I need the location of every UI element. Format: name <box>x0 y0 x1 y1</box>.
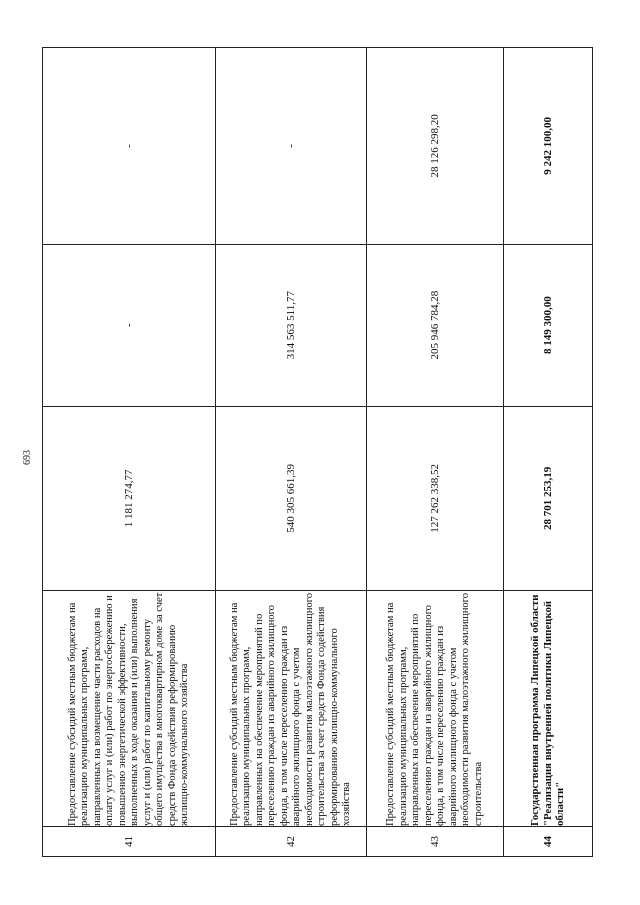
amount-cell: 28 126 298,20 <box>367 48 504 245</box>
amount-cell: 540 305 661,39 <box>216 406 367 591</box>
row-description <box>367 591 504 827</box>
amount-cell: - <box>216 48 367 245</box>
row-description-text: Государственная программа Липецкой области "Реализация внутренней политики Липецкой области" <box>528 594 567 827</box>
row-description <box>504 591 593 827</box>
amount-cell: 9 242 100,00 <box>504 48 593 245</box>
row-number: 42 <box>216 827 367 857</box>
table-row-total <box>504 48 593 857</box>
table-row <box>216 48 367 857</box>
row-description <box>216 591 367 827</box>
row-number: 41 <box>43 827 216 857</box>
amount-cell: - <box>43 48 216 245</box>
page-number: 693 <box>22 450 33 465</box>
table-row <box>43 48 216 857</box>
amount-cell: 1 181 274,77 <box>43 406 216 591</box>
amount-cell: - <box>43 244 216 406</box>
row-description-text: Предоставление субсидий местным бюджетам на реализацию муниципальных программ, направленных на обеспечение мероприятий по переселению граждан из аварийного жилищного фонда, в том числе переселению граждан из аварийного жилищного фонда с учетом необходимости развития малоэтажного жилищного строительства <box>385 592 484 827</box>
row-description-text: Предоставление субсидий местным бюджетам на реализацию муниципальных программ, направленных на обеспечение мероприятий по переселению граждан из аварийного жилищного фонда, в том числе переселению граждан из аварийного жилищного фонда с учетом необходимости развития малоэтажного жилищного строительства за счет средств Фонда содействия реформированию жилищно-коммунального хозяйства <box>228 592 352 827</box>
row-number: 43 <box>367 827 504 857</box>
amount-cell: 205 946 784,28 <box>367 244 504 406</box>
row-description-text: Предоставление субсидий местным бюджетам на реализацию муниципальных программ, направленных на возмещение части расходов на оплату услуг и (или) работ по энергосбережению и повышению энергетической эффективности, выполненных в ходе оказания и (или) выполнения услуг и (или) работ по капитальному ремонту общего имущества в многоквартирном доме за счет средств Фонда содействия реформированию жилищно-коммунального хозяйства <box>66 592 190 827</box>
row-number: 44 <box>504 827 593 857</box>
amount-cell: 8 149 300,00 <box>504 244 593 406</box>
amount-cell: 127 262 338,52 <box>367 406 504 591</box>
row-description <box>43 591 216 827</box>
budget-table <box>42 47 593 857</box>
table-row <box>367 48 504 857</box>
amount-cell: 28 701 253,19 <box>504 406 593 591</box>
amount-cell: 314 563 511,77 <box>216 244 367 406</box>
